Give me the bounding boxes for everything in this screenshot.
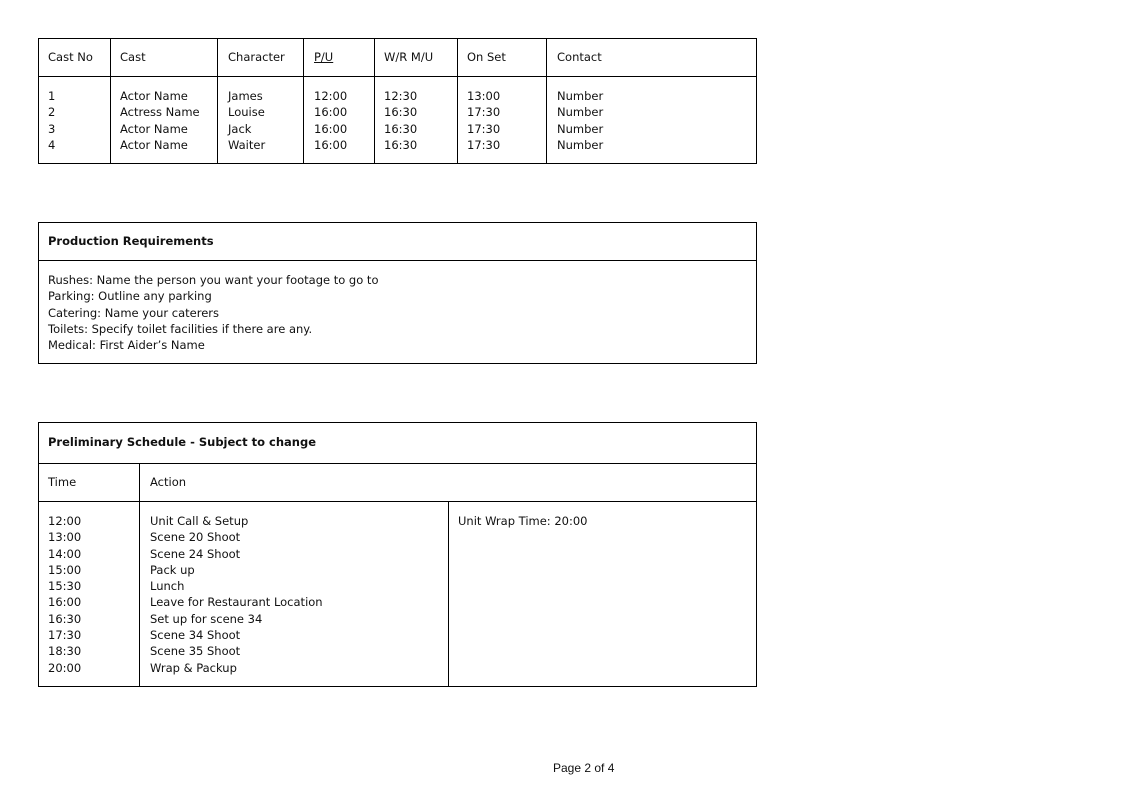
page-number: Page 2 of 4 <box>553 761 615 775</box>
header-character: Character <box>228 50 285 64</box>
table-cell: Number <box>557 137 604 152</box>
schedule-time: 14:00 <box>48 546 82 561</box>
schedule-time: 13:00 <box>48 530 82 545</box>
production-requirements-title: Production Requirements <box>48 234 214 248</box>
table-cell: 17:30 <box>467 121 501 136</box>
schedule-action: Unit Call & Setup <box>150 514 249 528</box>
schedule-time: 17:30 <box>48 628 82 643</box>
table-cell: 16:30 <box>384 137 418 152</box>
cast-header-divider <box>39 76 756 77</box>
table-cell: 2 <box>48 105 56 120</box>
schedule-header-divider <box>39 501 756 502</box>
schedule-action: Set up for scene 34 <box>150 611 263 626</box>
cast-table <box>38 38 757 164</box>
schedule-time: 16:30 <box>48 611 82 626</box>
table-cell: 13:00 <box>467 89 501 103</box>
schedule-box <box>38 422 757 687</box>
header-on-set: On Set <box>467 50 506 64</box>
schedule-action: Scene 35 Shoot <box>150 644 241 659</box>
character-column <box>228 88 265 153</box>
schedule-time: 16:00 <box>48 595 82 610</box>
schedule-action: Pack up <box>150 562 195 577</box>
on-set-column <box>467 88 500 153</box>
schedule-title: Preliminary Schedule - Subject to change <box>48 435 316 449</box>
schedule-action: Lunch <box>150 579 185 594</box>
schedule-action: Scene 34 Shoot <box>150 628 241 643</box>
table-cell: 16:00 <box>314 121 348 136</box>
table-cell: Actor Name <box>120 89 188 103</box>
table-cell: 4 <box>48 137 56 152</box>
header-contact: Contact <box>557 50 602 64</box>
schedule-action: Leave for Restaurant Location <box>150 595 323 610</box>
contact-column <box>557 88 603 153</box>
table-cell: 16:30 <box>384 105 418 120</box>
schedule-action: Wrap & Packup <box>150 660 237 675</box>
table-cell: Number <box>557 89 604 103</box>
header-cast-no: Cast No <box>48 50 93 64</box>
schedule-time: 18:30 <box>48 644 82 659</box>
table-cell: 17:30 <box>467 137 501 152</box>
pickup-column <box>314 88 347 153</box>
schedule-time: 12:00 <box>48 514 82 528</box>
header-pickup: P/U <box>314 50 334 64</box>
schedule-actions <box>150 513 323 676</box>
production-header-divider <box>39 260 756 261</box>
table-cell: Waiter <box>228 137 266 152</box>
table-cell: 12:00 <box>314 89 348 103</box>
schedule-time: 20:00 <box>48 660 82 675</box>
table-cell: 1 <box>48 89 56 103</box>
table-cell: Actress Name <box>120 105 200 120</box>
schedule-time: 15:00 <box>48 562 82 577</box>
schedule-times <box>48 513 81 676</box>
schedule-header-action: Action <box>150 475 187 489</box>
requirement-rushes: Rushes: Name the person you want your footage to go to <box>48 273 379 287</box>
table-cell: 3 <box>48 121 56 136</box>
table-cell: 16:30 <box>384 121 418 136</box>
table-cell: James <box>228 89 263 103</box>
table-cell: 12:30 <box>384 89 418 103</box>
wardrobe-makeup-column <box>384 88 417 153</box>
production-requirements-list <box>48 272 378 353</box>
schedule-header-time: Time <box>48 475 77 489</box>
table-cell: Louise <box>228 105 265 120</box>
unit-wrap-time: Unit Wrap Time: 20:00 <box>458 514 588 528</box>
schedule-title-divider <box>39 463 756 464</box>
requirement-catering: Catering: Name your caterers <box>48 305 220 320</box>
production-requirements-box <box>38 222 757 364</box>
schedule-action: Scene 20 Shoot <box>150 530 241 545</box>
table-cell: Number <box>557 105 604 120</box>
requirement-parking: Parking: Outline any parking <box>48 289 212 304</box>
header-wardrobe-makeup: W/R M/U <box>384 50 434 64</box>
header-cast: Cast <box>120 50 146 64</box>
table-cell: Jack <box>228 121 252 136</box>
table-cell: Actor Name <box>120 121 188 136</box>
table-cell: 16:00 <box>314 137 348 152</box>
cast-no-column <box>48 88 55 153</box>
requirement-medical: Medical: First Aider’s Name <box>48 338 205 353</box>
cast-column <box>120 88 200 153</box>
table-cell: Actor Name <box>120 137 188 152</box>
requirement-toilets: Toilets: Specify toilet facilities if there are any. <box>48 321 313 336</box>
table-cell: 16:00 <box>314 105 348 120</box>
schedule-time: 15:30 <box>48 579 82 594</box>
schedule-action: Scene 24 Shoot <box>150 546 241 561</box>
table-cell: Number <box>557 121 604 136</box>
table-cell: 17:30 <box>467 105 501 120</box>
